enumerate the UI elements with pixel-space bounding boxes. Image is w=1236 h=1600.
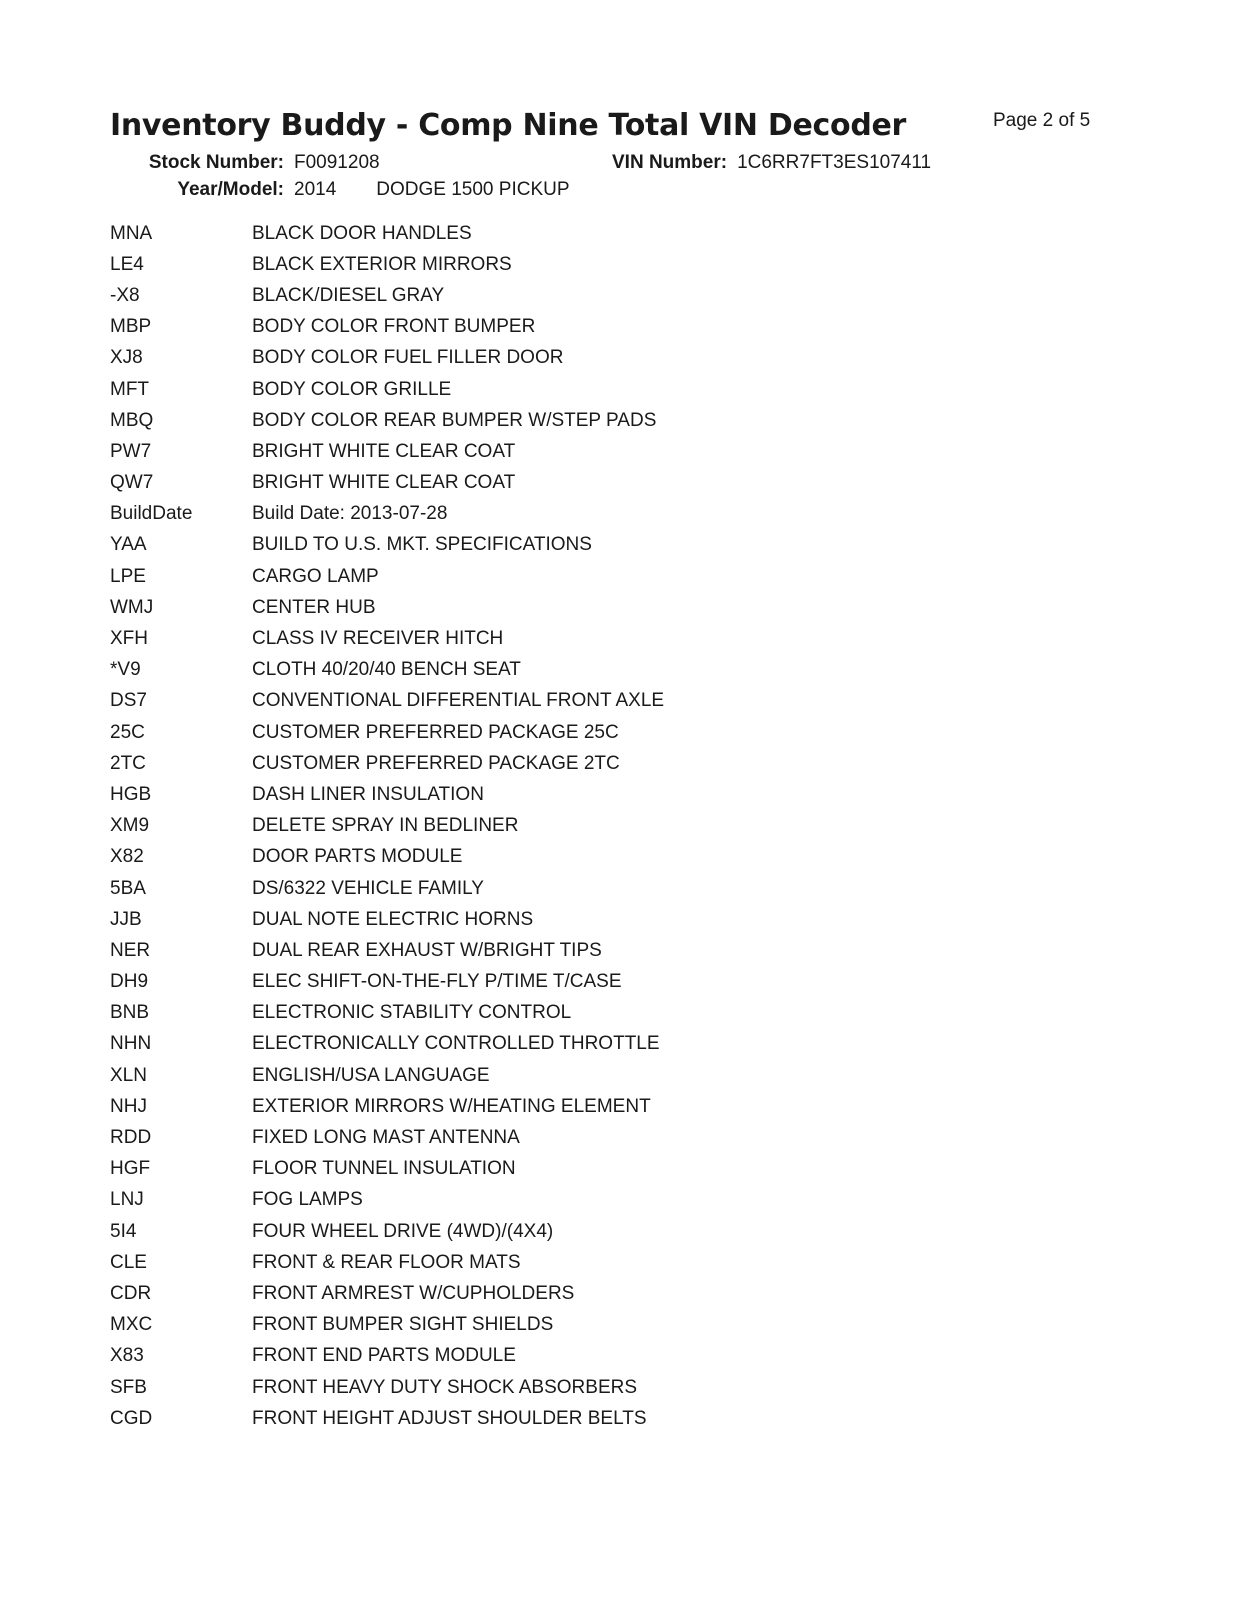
option-description: CUSTOMER PREFERRED PACKAGE 2TC — [252, 752, 620, 774]
option-row — [110, 499, 664, 530]
option-description: BUILD TO U.S. MKT. SPECIFICATIONS — [252, 534, 592, 556]
option-code: 25C — [110, 721, 145, 743]
option-description: DUAL NOTE ELECTRIC HORNS — [252, 908, 534, 930]
option-row — [110, 873, 664, 904]
option-code: LPE — [110, 565, 146, 587]
option-row — [110, 1029, 664, 1060]
option-code: JJB — [110, 908, 142, 930]
option-code: NER — [110, 939, 151, 961]
option-code: BuildDate — [110, 503, 193, 525]
option-description: DUAL REAR EXHAUST W/BRIGHT TIPS — [252, 939, 602, 961]
option-code: NHJ — [110, 1095, 147, 1117]
option-row — [110, 374, 664, 405]
page-title: Inventory Buddy - Comp Nine Total VIN Decoder — [110, 108, 907, 143]
year-value: 2014 — [294, 179, 337, 200]
option-row — [110, 779, 664, 810]
option-code: X83 — [110, 1345, 144, 1367]
option-row — [110, 218, 664, 249]
option-code: RDD — [110, 1127, 152, 1149]
option-code: WMJ — [110, 596, 154, 618]
option-code: PW7 — [110, 440, 152, 462]
option-description: BLACK DOOR HANDLES — [252, 222, 472, 244]
option-description: EXTERIOR MIRRORS W/HEATING ELEMENT — [252, 1095, 651, 1117]
option-row — [110, 1091, 664, 1122]
option-description: ELECTRONICALLY CONTROLLED THROTTLE — [252, 1033, 660, 1055]
option-row — [110, 967, 664, 998]
option-row — [110, 1310, 664, 1341]
option-description: CENTER HUB — [252, 596, 376, 618]
option-code: NHN — [110, 1033, 152, 1055]
option-description: DS/6322 VEHICLE FAMILY — [252, 877, 484, 899]
option-description: CONVENTIONAL DIFFERENTIAL FRONT AXLE — [252, 690, 665, 712]
option-code: YAA — [110, 534, 147, 556]
option-row — [110, 686, 664, 717]
option-description: FOUR WHEEL DRIVE (4WD)/(4X4) — [252, 1220, 554, 1242]
option-row — [110, 312, 664, 343]
year-model-label: Year/Model: — [177, 179, 284, 200]
year-model-field — [110, 179, 570, 201]
option-description: BRIGHT WHITE CLEAR COAT — [252, 472, 516, 494]
option-code: 5BA — [110, 877, 146, 899]
option-code: BNB — [110, 1002, 150, 1024]
option-description: CUSTOMER PREFERRED PACKAGE 25C — [252, 721, 619, 743]
option-code: CGD — [110, 1407, 153, 1429]
option-code: SFB — [110, 1376, 147, 1398]
option-description: CARGO LAMP — [252, 565, 379, 587]
option-description: FRONT BUMPER SIGHT SHIELDS — [252, 1314, 554, 1336]
option-code: CDR — [110, 1282, 152, 1304]
option-row — [110, 343, 664, 374]
model-value: DODGE 1500 PICKUP — [376, 179, 570, 200]
option-description: FRONT & REAR FLOOR MATS — [252, 1251, 521, 1273]
option-code: MBP — [110, 316, 152, 338]
option-description: CLOTH 40/20/40 BENCH SEAT — [252, 659, 521, 681]
option-code: -X8 — [110, 284, 140, 306]
option-row — [110, 655, 664, 686]
option-code: *V9 — [110, 659, 141, 681]
option-row — [110, 904, 664, 935]
option-description: FRONT HEIGHT ADJUST SHOULDER BELTS — [252, 1407, 647, 1429]
option-row — [110, 811, 664, 842]
vin-number-label: VIN Number: — [612, 152, 728, 173]
option-description: DELETE SPRAY IN BEDLINER — [252, 815, 519, 837]
stock-number-label: Stock Number: — [148, 152, 284, 173]
option-description: CLASS IV RECEIVER HITCH — [252, 628, 504, 650]
option-row — [110, 280, 664, 311]
option-row — [110, 623, 664, 654]
option-code: HGB — [110, 783, 152, 805]
option-row — [110, 468, 664, 499]
option-row — [110, 935, 664, 966]
option-description: BODY COLOR REAR BUMPER W/STEP PADS — [252, 409, 657, 431]
option-code: HGF — [110, 1158, 151, 1180]
option-code: MBQ — [110, 409, 154, 431]
option-row — [110, 1372, 664, 1403]
vin-number-value: 1C6RR7FT3ES107411 — [737, 152, 932, 173]
option-description: FIXED LONG MAST ANTENNA — [252, 1127, 520, 1149]
option-code: LNJ — [110, 1189, 144, 1211]
option-row — [110, 1403, 664, 1434]
option-description: DASH LINER INSULATION — [252, 783, 484, 805]
option-description: BLACK EXTERIOR MIRRORS — [252, 253, 512, 275]
option-row — [110, 405, 664, 436]
option-row — [110, 1185, 664, 1216]
vin-number-field — [612, 152, 931, 174]
option-code: DH9 — [110, 971, 149, 993]
option-row — [110, 1341, 664, 1372]
option-description: FRONT HEAVY DUTY SHOCK ABSORBERS — [252, 1376, 638, 1398]
option-code: MXC — [110, 1314, 153, 1336]
option-description: FLOOR TUNNEL INSULATION — [252, 1158, 516, 1180]
option-row — [110, 748, 664, 779]
option-code: CLE — [110, 1251, 147, 1273]
option-row — [110, 1122, 664, 1153]
option-code: DS7 — [110, 690, 147, 712]
option-description: DOOR PARTS MODULE — [252, 846, 463, 868]
option-row — [110, 717, 664, 748]
option-row — [110, 592, 664, 623]
option-code-list — [110, 218, 664, 1434]
option-code: XJ8 — [110, 347, 143, 369]
option-code: LE4 — [110, 253, 144, 275]
stock-number-value: F0091208 — [294, 152, 380, 173]
option-row — [110, 998, 664, 1029]
option-row — [110, 530, 664, 561]
option-code: MNA — [110, 222, 153, 244]
option-code: XFH — [110, 628, 148, 650]
option-description: FRONT END PARTS MODULE — [252, 1345, 516, 1367]
option-description: FOG LAMPS — [252, 1189, 363, 1211]
option-description: BODY COLOR FRONT BUMPER — [252, 316, 536, 338]
option-row — [110, 436, 664, 467]
option-row — [110, 1060, 664, 1091]
option-code: X82 — [110, 846, 144, 868]
option-row — [110, 1154, 664, 1185]
option-row — [110, 561, 664, 592]
page-number: Page 2 of 5 — [993, 110, 1091, 131]
option-description: BRIGHT WHITE CLEAR COAT — [252, 440, 516, 462]
option-description: ELEC SHIFT-ON-THE-FLY P/TIME T/CASE — [252, 971, 622, 993]
option-code: XLN — [110, 1064, 147, 1086]
option-row — [110, 249, 664, 280]
option-code: 2TC — [110, 752, 146, 774]
option-description: FRONT ARMREST W/CUPHOLDERS — [252, 1282, 575, 1304]
option-code: XM9 — [110, 815, 150, 837]
option-row — [110, 1278, 664, 1309]
option-description: BLACK/DIESEL GRAY — [252, 284, 445, 306]
option-description: BODY COLOR FUEL FILLER DOOR — [252, 347, 564, 369]
option-description: ENGLISH/USA LANGUAGE — [252, 1064, 490, 1086]
option-row — [110, 1247, 664, 1278]
option-description: Build Date: 2013-07-28 — [252, 503, 448, 525]
option-row — [110, 1216, 664, 1247]
option-description: ELECTRONIC STABILITY CONTROL — [252, 1002, 572, 1024]
option-row — [110, 842, 664, 873]
option-code: 5I4 — [110, 1220, 137, 1242]
option-code: QW7 — [110, 472, 154, 494]
stock-number-field — [110, 152, 380, 174]
option-description: BODY COLOR GRILLE — [252, 378, 452, 400]
option-code: MFT — [110, 378, 150, 400]
